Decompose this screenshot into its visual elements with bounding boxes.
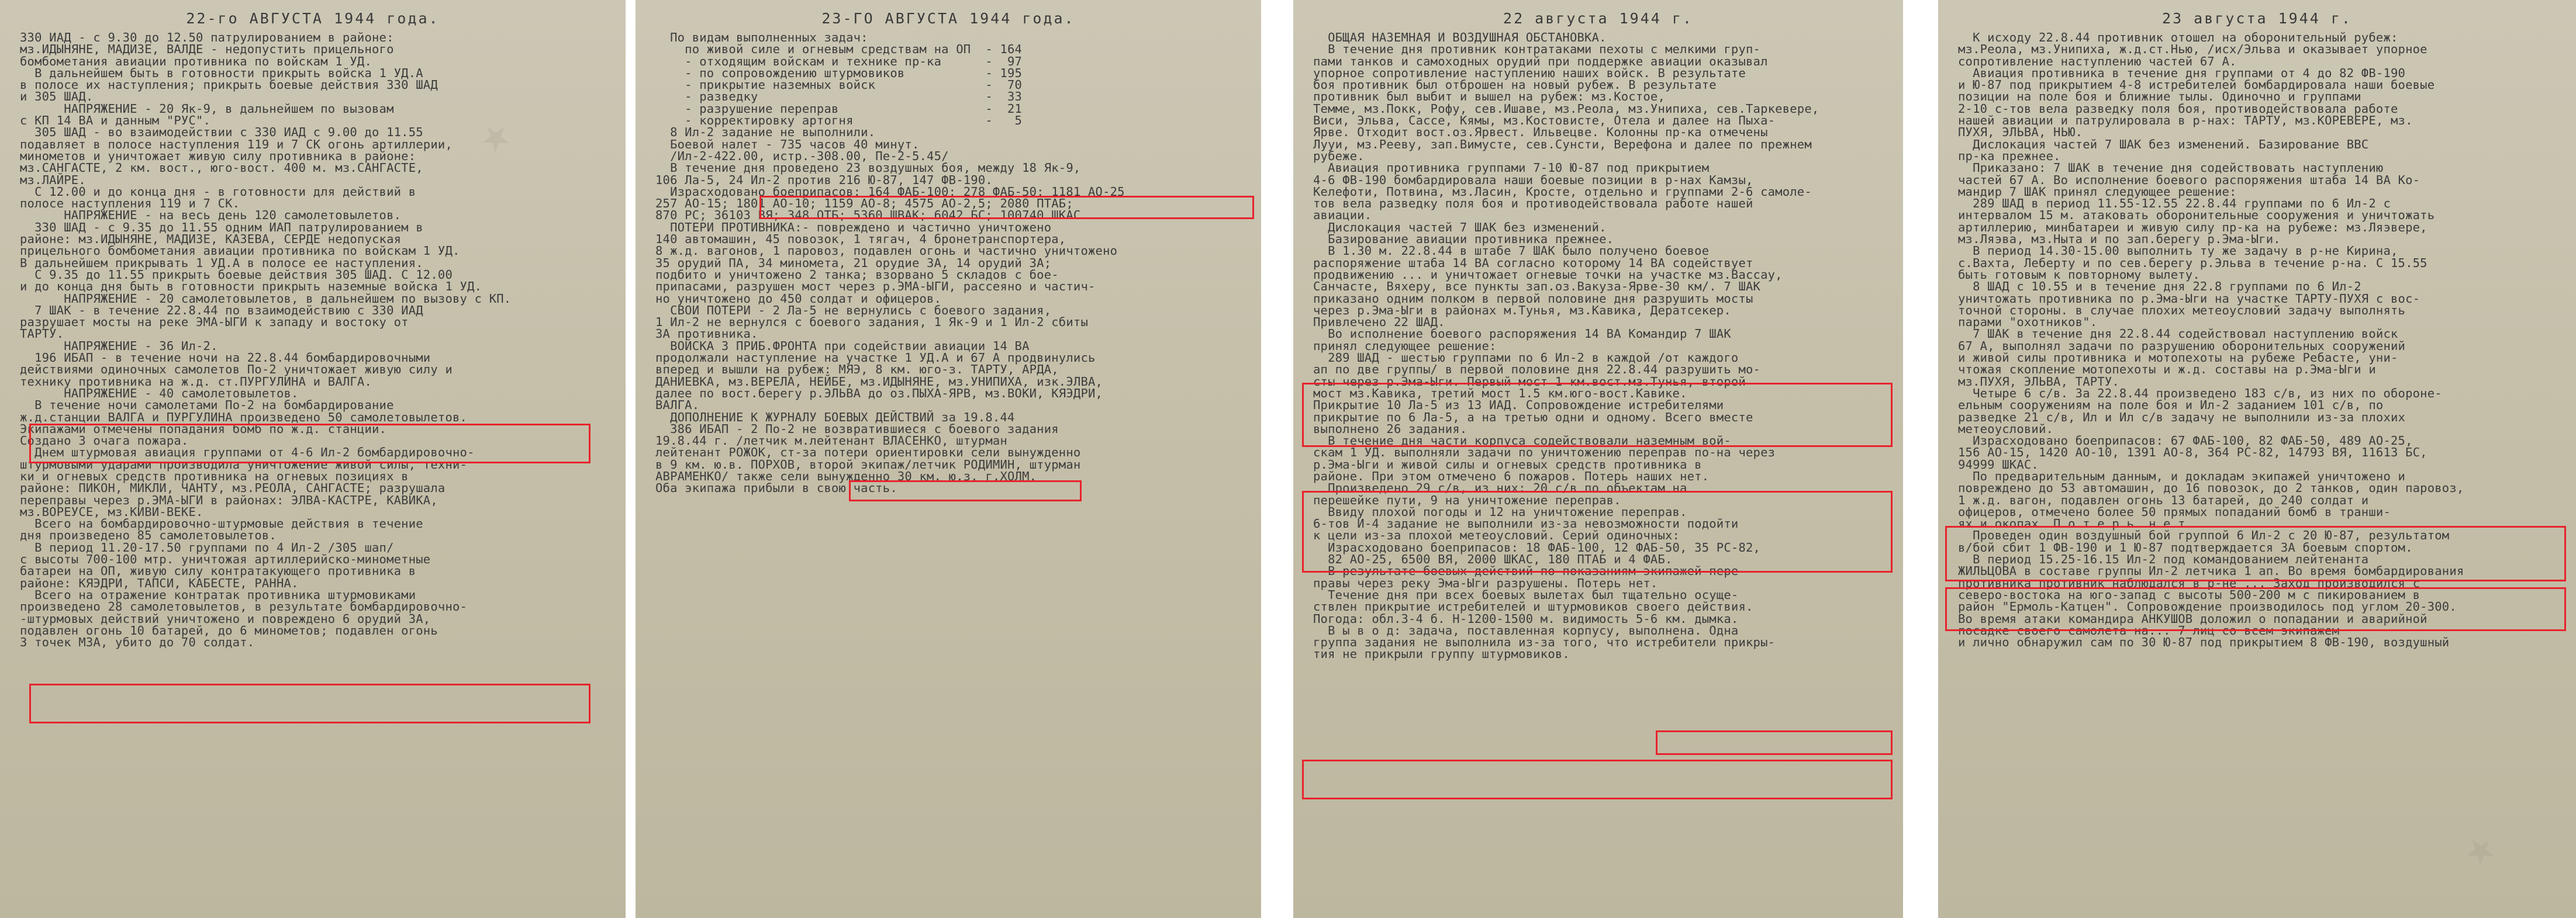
text-line: принял следующее решение:: [1313, 338, 1497, 353]
text-line: /Ил-2-422.00, истр.-308.00, Пе-2-5.45/: [655, 148, 949, 163]
text-line: мз.ВОРЕУСЕ, мз.КИВИ-ВЕКЕ.: [20, 504, 203, 519]
text-line: продвижению ... и уничтожает огневые точки на участке мз.Вассау,: [1313, 267, 1783, 282]
text-line: В дальнейшем быть в готовности прикрыть войска 1 УД.А: [20, 65, 423, 80]
text-line: мз.ПУХЯ, ЭЛЬВА, ТАРТУ.: [1958, 374, 2119, 389]
highlight-box: [1945, 526, 2566, 581]
text-line: Проведен один воздушный бой группой 6 Ил-2 с 20 Ю-87, результатом: [1958, 528, 2450, 543]
page-text: [655, 32, 1241, 494]
text-line: далее по вост.берегу р.ЭЛЬВА до оз.ПЫХА-ЯРВ, мз.ВОКИ, КЯЭДРИ,: [655, 386, 1103, 400]
text-line: 82 АО-25, 6500 ВЯ, 2000 ШКАС, 180 ПТАБ и 4 ФАБ.: [1313, 552, 1673, 567]
text-line: Авиация противника в течение дня группами от 4 до 82 ФВ-190: [1958, 65, 2406, 80]
text-line: повреждено до 53 автомашин, до 16 повозок, до 2 танков, один паровоз,: [1958, 481, 2464, 496]
text-line: уничтожать противника по р.Эма-Ыги на участке ТАРТУ-ПУХЯ с вос-: [1958, 291, 2420, 306]
text-line: 8 Ил-2 задание не выполнили.: [655, 125, 876, 140]
text-line: скам 1 УД. выполняли задачи по уничтожению переправ по-на через: [1313, 445, 1776, 460]
highlight-box: [1945, 587, 2566, 631]
text-line: -штурмовых действий уничтожено и повреждено 6 орудий ЗА,: [20, 611, 431, 626]
text-line: 7 ШАК в течение дня 22.8.44 содействовал наступлению войск: [1958, 327, 2398, 341]
text-line: сопротивление наступлению частей 67 А.: [1958, 54, 2237, 68]
text-line: В период 11.20-17.50 группами по 4 Ил-2 /305 шап/: [20, 540, 394, 555]
text-line: С 12.00 и до конца дня - в готовности для действий в: [20, 184, 416, 199]
text-line: припасами, разрушен мост через р.ЭМА-ЫГИ, рассеяно и частич-: [655, 279, 1096, 294]
text-line: Виси, Эльва, Сассе, Кямы, мз.Костовисте, Отела и далее на Пыха-: [1313, 113, 1776, 128]
text-line: мз.ИДЫНЯНЕ, МАДИЗЕ, ВАЛДЕ - недопустить прицельного: [20, 42, 394, 57]
text-line: 330 ШАД - с 9.35 до 11.55 одним ИАП патрулированием в: [20, 220, 423, 234]
highlight-box: [29, 684, 591, 723]
text-line: 196 ИБАП - в течение ночи на 22.8.44 бомбардировочными: [20, 351, 431, 365]
text-line: К исходу 22.8.44 противник отошел на оборонительный рубеж:: [1958, 30, 2398, 44]
text-line: НАПРЯЖЕНИЕ - 36 Ил-2.: [20, 338, 218, 353]
highlight-box: [1656, 730, 1893, 755]
text-line: ап по две группы/ в первой половине дня 22.8.44 разрушить мо-: [1313, 362, 1761, 377]
text-line: прицельного бомбометания авиации противника по войскам 1 УД.: [20, 244, 460, 258]
text-line: точной стороны. в случае плохих метеоусловий задачу выполнять: [1958, 303, 2406, 317]
text-line: Погода: обл.3-4 б. Н-1200-1500 м. видимость 5-6 км. дымка.: [1313, 611, 1739, 626]
text-line: и живой силы противника и мотопехоты на рубеже Ребасте, уни-: [1958, 351, 2398, 365]
text-line: 1 Ил-2 не вернулся с боевого задания, 1 Як-9 и 1 Ил-2 сбиты: [655, 315, 1088, 330]
text-line: В ы в о д: задача, поставленная корпусу, выполнена. Одна: [1313, 623, 1739, 638]
text-line: к цели из-за плохой метеоусловий. Серий одиночных:: [1313, 528, 1680, 543]
highlight-box: [1302, 383, 1893, 447]
text-line: частей 67 А. Во исполнение боевого распоряжения штаба 14 ВА Ко-: [1958, 172, 2420, 187]
text-line: Темме, мз.Покк, Рофу, сев.Ишаве, мз.Реола, мз.Унипиха, сев.Таркевере,: [1313, 101, 1819, 116]
highlight-box: [1302, 760, 1893, 799]
text-line: 4-6 ФВ-190 бомбардировала наши боевые позиции в р-нах Камзы,: [1313, 172, 1753, 187]
text-line: чтожая скопление мотопехоты и ж.д. составы на р.Эма-Ыги и: [1958, 362, 2376, 377]
text-line: ельным сооружениям на поле боя и Ил-2 заданием 101 с/в, по: [1958, 398, 2384, 413]
text-line: 330 ИАД - с 9.30 до 12.50 патрулированием в районе:: [20, 30, 394, 44]
text-line: 94999 ШКАС.: [1958, 457, 2039, 472]
text-line: подавлен огонь 10 батарей, до 6 минометов; подавлен огонь: [20, 623, 438, 638]
text-line: переправы через р.ЭМА-ЫГИ в районах: ЭЛВА-КАСТРЕ, КАВИКА,: [20, 493, 438, 507]
text-line: произведено 28 самолетовылетов, в результате бомбардировочно-: [20, 600, 468, 614]
text-line: продолжали наступление на участке 1 УД.А и 67 А продвинулись: [655, 351, 1096, 365]
text-line: Келефоти, Потвина, мз.Ласин, Кросте, отдельно и группами 2-6 самоле-: [1313, 184, 1812, 199]
text-line: мз.САНГАСТЕ, 2 км. вост., юго-вост. 400 м. мз.САНГАСТЕ,: [20, 161, 423, 175]
page-gap: [1903, 0, 1938, 918]
text-line: Авиация противника группами 7-10 Ю-87 под прикрытием: [1313, 161, 1710, 175]
text-line: технику противника на ж.д. ст.ПУРГУЛИНА и ВАЛГА.: [20, 374, 372, 389]
text-line: ях и окопах. П о т е р ь н е т.: [1958, 517, 2193, 531]
text-line: - разрушение переправ - 21: [655, 101, 1023, 116]
text-line: с высоты 700-100 мтр. уничтожая артиллерийско-минометные: [20, 552, 431, 567]
text-line: ДОПОЛНЕНИЕ К ЖУРНАЛУ БОЕВЫХ ДЕЙСТВИЙ за 19.8.44: [655, 410, 1015, 424]
text-line: - отходящим войскам и технике пр-ка - 97: [655, 54, 1023, 68]
text-line: Приказано: 7 ШАК в течение дня содействовать наступлению: [1958, 161, 2384, 175]
text-line: 2-10 с-тов вела разведку поля боя, противодействовала работе: [1958, 101, 2398, 116]
text-line: Четыре 6 с/в. За 22.8.44 произведено 183 с/в, из них по обороне-: [1958, 386, 2442, 400]
text-line: нашей авиации и патрулировала в р-нах: ТАРТУ, мз.КОРЕВЕРЕ, мз.: [1958, 113, 2413, 128]
text-line: мандир 7 ШАК принял следующее решение:: [1958, 184, 2237, 199]
text-line: - корректировку артогня - 5: [655, 113, 1023, 128]
text-line: и до конца дня быть в готовности прикрыть наземные войска 1 УД.: [20, 279, 482, 294]
text-line: ки и огневых средств противника на огневых позициях в: [20, 469, 409, 483]
text-line: авиации.: [1313, 208, 1372, 223]
text-line: пр-ка прежнее.: [1958, 148, 2061, 163]
text-line: районе: КЯЭДРИ, ТАПСИ, КАБЕСТЕ, РАННА.: [20, 576, 299, 590]
text-line: район "Ермоль-Катцен". Сопровождение производилось под углом 20-300.: [1958, 600, 2457, 614]
text-line: 35 орудий ПА, 34 миномета, 21 орудие ЗА, 14 орудий ЗА;: [655, 255, 1052, 270]
text-line: бомбометания авиации противника по войскам 1 УД.: [20, 54, 372, 68]
text-line: Дислокация частей 7 ШАК без изменений.: [1313, 220, 1607, 234]
text-line: По видам выполненных задач:: [655, 30, 868, 44]
text-line: В течение дня проведено 23 воздушных боя, между 18 Як-9,: [655, 161, 1081, 175]
text-line: - по сопровождению штурмовиков - 195: [655, 65, 1023, 80]
text-line: ВАЛГА.: [655, 398, 700, 413]
text-line: 3 точек МЗА, убито до 70 солдат.: [20, 635, 255, 650]
text-line: в 9 км. ю.в. ПОРХОВ, второй экипаж/летчик РОДИМИН, штурман: [655, 457, 1081, 472]
watermark: ★: [471, 110, 522, 164]
text-line: Привлечено 22 ШАД.: [1313, 315, 1445, 330]
document-page-2: [636, 0, 1261, 918]
text-line: ПУХЯ, ЭЛЬВА, НЬЮ.: [1958, 125, 2083, 140]
text-line: правы через реку Эма-Ыги разрушены. Потерь нет.: [1313, 576, 1658, 590]
text-line: батареи на ОП, живую силу контратакующего противника в: [20, 564, 416, 578]
text-line: Боевой налет - 735 часов 40 минут.: [655, 137, 920, 151]
text-line: Лууи, мз.Рееву, зап.Вимусте, сев.Сунсти, Верефона и далее по прежнем: [1313, 137, 1812, 151]
text-line: Течение дня при всех боевых вылетах был тщательно осуще-: [1313, 587, 1739, 602]
text-line: В период 15.25-16.15 Ил-2 под командованием лейтенанта: [1958, 552, 2369, 567]
text-line: боя противник был отброшен на новый рубеж. В результате: [1313, 78, 1717, 92]
highlight-box: [29, 424, 591, 463]
text-line: полосе наступления 119 и 7 СК.: [20, 196, 240, 211]
text-line: 8 ШАД с 10.55 и в течение дня 22.8 группами по 6 Ил-2: [1958, 279, 2361, 294]
text-line: Базирование авиации противника прежнее.: [1313, 232, 1614, 247]
watermark: ★: [2456, 823, 2507, 877]
text-line: интервалом 15 м. атаковать оборонительные сооружения и уничтожать: [1958, 208, 2435, 223]
text-line: парами "охотников".: [1958, 315, 2098, 330]
page-text: [20, 32, 606, 648]
text-line: и Ю-87 под прикрытием 4-8 истребителей бомбардировала наши боевые: [1958, 78, 2435, 92]
text-line: мз.Ляэва, мз.Ныта и по зап.берегу р.Эма-Ыги.: [1958, 232, 2281, 247]
text-line: противника противник наблюдался в р-не ... Заход производился с: [1958, 576, 2420, 590]
text-line: В дальнейшем прикрывать 1 УД.А в полосе ее наступления.: [20, 255, 423, 270]
text-line: упорное сопротивление наступлению наших войск. В результате: [1313, 65, 1746, 80]
highlight-box: [1302, 491, 1893, 573]
text-line: 156 АО-15, 1420 АО-10, 1391 АО-8, 364 РС-82, 14793 ВЯ, 11613 БС,: [1958, 445, 2427, 460]
text-line: лейтенант РОЖОК, ст-за потери ориентировки сели вынужденно: [655, 445, 1081, 460]
text-line: подавляет в полосе наступления 119 и 7 СК огонь артиллерии,: [20, 137, 453, 151]
text-line: районе: ПИКОН, МИКЛИ, ЧАНТУ, мз.РЕОЛА, САНГАСТЕ; разрушала: [20, 481, 446, 496]
text-line: АВРАМЕНКО/ также сели вынужденно 30 км. ю.з. г.ХОЛМ.: [655, 469, 1037, 483]
text-line: Ввиду плохой погоды и 12 на уничтожение переправ.: [1313, 504, 1687, 519]
text-line: Израсходовано боеприпасов: 164 ФАБ-100; 278 ФАБ-50; 1181 АО-25: [655, 184, 1125, 199]
text-line: НАПРЯЖЕНИЕ - 20 Як-9, в дальнейшем по вызовам: [20, 101, 394, 116]
text-line: Израсходовано боеприпасов: 67 ФАБ-100, 82 ФАБ-50, 489 АО-25,: [1958, 434, 2413, 448]
text-line: быть готовым к повторному вылету.: [1958, 267, 2200, 282]
text-line: ж.д.станции ВАЛГА и ПУРГУЛИНА произведено 50 самолетовылетов.: [20, 410, 468, 424]
text-line: СВОИ ПОТЕРИ - 2 Ла-5 не вернулись с боевого задания,: [655, 303, 1052, 317]
document-page-1: [0, 0, 626, 918]
text-line: 289 ШАД - шестью группами по 6 Ил-2 в каждой /от каждого: [1313, 351, 1739, 365]
text-line: В течение ночи самолетами По-2 на бомбардирование: [20, 398, 394, 413]
page-header: 22-го АВГУСТА 1944 года.: [186, 10, 440, 27]
text-line: выполнено 26 задания.: [1313, 421, 1467, 436]
text-line: и 305 ШАД.: [20, 89, 94, 104]
text-line: распоряжение штаба 14 ВА согласно которому 14 ВА содействует: [1313, 255, 1753, 270]
text-line: В течение дня противник контратаками пехоты с мелкими груп-: [1313, 42, 1761, 57]
text-line: В период 14.30-15.00 выполнить ту же задачу в р-не Кирина,: [1958, 244, 2398, 258]
text-line: 1 ж.д. вагон, подавлен огонь 13 батарей, до 240 солдат и: [1958, 493, 2369, 507]
text-line: перешейке пути, 9 на уничтожение переправ.: [1313, 493, 1621, 507]
page-gap: [1261, 0, 1293, 918]
document-page-3: [1293, 0, 1903, 918]
text-line: р.Эма-Ыги и живой силы и огневых средств противника в: [1313, 457, 1702, 472]
text-line: прикрытие по 6 Ла-5, а на третью одни и одному. Всего вместе: [1313, 410, 1753, 424]
text-line: 67 А, выполнял задачи по разрушению оборонительных сооружений: [1958, 338, 2406, 353]
text-line: мост мз.Кавика, третий мост 1.5 км.юго-вост.Кавике.: [1313, 386, 1687, 400]
text-line: Экипажами отмечены попадания бомб по ж.д. станции.: [20, 421, 387, 436]
text-line: ЖИЛЬЦОВА в составе группы Ил-2 летчика 1 ап. Во время бомбардирования: [1958, 564, 2464, 578]
text-line: Всего на отражение контратак противника штурмовиками: [20, 587, 416, 602]
text-line: 257 АО-15; 1801 АО-10; 1159 АО-8; 4575 АО-2,5; 2080 ПТАБ;: [655, 196, 1073, 211]
page-gap: [626, 0, 636, 918]
text-line: в полосе их наступления; прикрыть боевые действия 330 ШАД: [20, 78, 438, 92]
text-line: Дислокация частей 7 ШАК без изменений. Базирование ВВС: [1958, 137, 2369, 151]
text-line: ЗА противника.: [655, 327, 758, 341]
text-line: 7 ШАК - в течение 22.8.44 по взаимодействию с 330 ИАД: [20, 303, 423, 317]
text-line: с КП 14 ВА и данным "РУС".: [20, 113, 211, 128]
text-line: Оба экипажа прибыли в свою часть.: [655, 481, 897, 496]
text-line: С 9.35 до 11.55 прикрыть боевые действия 305 ШАД. С 12.00: [20, 267, 453, 282]
text-line: НАПРЯЖЕНИЕ - 20 самолетовылетов, в дальнейшем по вызову с КП.: [20, 291, 512, 306]
text-line: с.Вахта, Леберту и по сев.берегу р.Эльва в течение р-на. С 15.55: [1958, 255, 2427, 270]
text-line: мз.ЛАЙРЕ.: [20, 172, 86, 187]
text-line: офицеров, отмечено более 50 прямых попаданий бомб в транши-: [1958, 504, 2391, 519]
text-line: 305 ШАД - во взаимодействии с 330 ИАД с 9.00 до 11.55: [20, 125, 423, 140]
text-line: по живой силе и огневым средствам на ОП - 164: [655, 42, 1023, 57]
text-line: Санчасте, Вяхеру, все пункты зап.оз.Вакуза-Ярве-30 км/. 7 ШАК: [1313, 279, 1761, 294]
text-line: посадке своего самолета на... 7 лиц со всем экипажем: [1958, 623, 2340, 638]
text-line: 106 Ла-5, 24 Ил-2 против 216 Ю-87, 147 ФВ-190.: [655, 172, 993, 187]
text-line: 8 ж.д. вагонов, 1 паровоз, подавлен огонь и частично уничтожено: [655, 244, 1118, 258]
text-line: разведке 21 с/в, Ил и Ил с/в задачу не выполнили из-за плохих: [1958, 410, 2406, 424]
document-page-4: [1938, 0, 2576, 918]
text-line: - прикрытие наземных войск - 70: [655, 78, 1023, 92]
text-line: и лично обнаружил сам по 30 Ю-87 под прикрытием 8 ФВ-190, воздушный: [1958, 635, 2450, 650]
text-line: НАПРЯЖЕНИЕ - на весь день 120 самолетовылетов.: [20, 208, 402, 223]
text-line: ПОТЕРИ ПРОТИВНИКА:- повреждено и частично уничтожено: [655, 220, 1052, 234]
text-line: Днем штурмовая авиация группами от 4-6 Ил-2 бомбардировочно-: [20, 445, 475, 460]
text-line: В течение дня части корпуса содействовали наземным вой-: [1313, 434, 1731, 448]
text-line: В результате боевых действий по показаниям экипажей пере-: [1313, 564, 1746, 578]
text-line: сты через р.Эма-Ыги. Первый мост 1 км.вост.мз.Тунья, второй: [1313, 374, 1746, 389]
text-line: ствлен прикрытие истребителей и штурмовиков своего действия.: [1313, 600, 1753, 614]
text-line: 6-тов И-4 задание не выполнили из-за невозможности подойти: [1313, 517, 1739, 531]
text-line: районе: мз.ИДЫНЯНЕ, МАДИЗЕ, КАЗЕВА, СЕРДЕ недопуская: [20, 232, 402, 247]
text-line: но уничтожено до 450 солдат и офицеров.: [655, 291, 942, 306]
text-line: тия не прикрыли группу штурмовиков.: [1313, 647, 1570, 661]
text-line: группа задания не выполнила из-за того, что истребители прикры-: [1313, 635, 1776, 650]
text-line: разрушает мосты на реке ЭМА-ЫГИ к западу и востоку от: [20, 315, 409, 330]
text-line: штурмовыми ударами производила уничтожение живой силы, техни-: [20, 457, 468, 472]
text-line: рубеже.: [1313, 148, 1365, 163]
text-line: противник был выбит и вышел на рубеж: мз.Костое,: [1313, 89, 1666, 104]
text-line: Создано 3 очага пожара.: [20, 434, 189, 448]
text-line: районе. При этом отмечено 6 пожаров. Потерь наших нет.: [1313, 469, 1710, 483]
text-line: Во время атаки командира АНКУШОВ доложил о попадании и аварийной: [1958, 611, 2427, 626]
text-line: Ярве. Отходит вост.оз.Ярвест. Ильвецве. Колонны пр-ка отмечены: [1313, 125, 1768, 140]
text-line: северо-востока на юго-запад с высоты 500-200 м с пикированием в: [1958, 587, 2420, 602]
text-line: минометов и уничтожает живую силу противника в районе:: [20, 148, 416, 163]
text-line: подбито и уничтожено 2 танка; взорвано 5 складов с бое-: [655, 267, 1059, 282]
text-line: ДАНИЕВКА, мз.ВЕРЕЛА, НЕЙБЕ, мз.ИДЫНЯНЕ, мз.УНИПИХА, изк.ЭЛВА,: [655, 374, 1103, 389]
text-line: действиями одиночных самолетов По-2 уничтожает живую силу и: [20, 362, 453, 377]
text-line: ОБЩАЯ НАЗЕМНАЯ И ВОЗДУШНАЯ ОБСТАНОВКА.: [1313, 30, 1607, 44]
text-line: 386 ИБАП - 2 По-2 не возвратившиеся с боевого задания: [655, 421, 1059, 436]
text-line: НАПРЯЖЕНИЕ - 40 самолетовылетов.: [20, 386, 299, 400]
text-line: - разведку - 33: [655, 89, 1023, 104]
text-line: Произведено 29 с/в, из них: 20 с/в по объектам на: [1313, 481, 1687, 496]
text-line: По предварительным данным, и докладам экипажей уничтожено и: [1958, 469, 2406, 483]
page-header: 23-ГО АВГУСТА 1944 года.: [821, 10, 1075, 27]
page-header: 23 августа 1944 г.: [2162, 10, 2352, 27]
text-line: вперед и вышли на рубеж: МЯЭ, 8 км. юго-з. ТАРТУ, АРДА,: [655, 362, 1059, 377]
text-line: 289 ШАД в период 11.55-12.55 22.8.44 группами по 6 Ил-2 с: [1958, 196, 2391, 211]
text-line: пами танков и самоходных орудий при поддержке авиации оказывал: [1313, 54, 1768, 68]
text-line: Израсходовано боеприпасов: 18 ФАБ-100, 12 ФАБ-50, 35 РС-82,: [1313, 540, 1761, 555]
text-line: Прикрытие 10 Ла-5 из 13 ИАД. Сопровождение истребителями: [1313, 398, 1724, 413]
text-line: Всего на бомбардировочно-штурмовые действия в течение: [20, 517, 423, 531]
text-line: В 1.30 м. 22.8.44 в штабе 7 ШАК было получено боевое: [1313, 244, 1710, 258]
page-header: 22 августа 1944 г.: [1503, 10, 1693, 27]
text-line: ТАРТУ.: [20, 327, 64, 341]
text-line: в/бой сбит 1 ФВ-190 и 1 Ю-87 подтверждается ЗА боевым спортом.: [1958, 540, 2413, 555]
text-line: Во исполнение боевого распоряжения 14 ВА Командир 7 ШАК: [1313, 327, 1731, 341]
highlight-box: [849, 480, 1082, 501]
highlight-box: [759, 196, 1254, 219]
text-line: позиции на поле боя и ближние тылы. Одиночно и группами: [1958, 89, 2361, 104]
text-line: тов вела разведку поля боя и противодействовала работе нашей: [1313, 196, 1753, 211]
text-line: приказано одним полком в первой половине дня разрушить мосты: [1313, 291, 1753, 306]
text-line: 19.8.44 г. /летчик м.лейтенант ВЛАСЕНКО, штурман: [655, 434, 1008, 448]
text-line: через р.Эма-Ыги в районах м.Тунья, мз.Кавика, Дератсекер.: [1313, 303, 1731, 317]
text-line: 140 автомашин, 45 повозок, 1 тягач, 4 бронетранспортера,: [655, 232, 1066, 247]
text-line: метеоусловий.: [1958, 421, 2054, 436]
text-line: дня произведено 85 самолетовылетов.: [20, 528, 277, 543]
text-line: артиллерию, минбатареи и живую силу пр-ка на рубеже: мз.Ляэвере,: [1958, 220, 2427, 234]
text-line: 870 РС; 36103 ВЯ; 348 ОТБ; 5360 ШВАК; 6042 БС; 100740 ШКАС.: [655, 208, 1088, 223]
text-line: ВОЙСКА 3 ПРИБ.ФРОНТА при содействии авиации 14 ВА: [655, 338, 1030, 353]
text-line: мз.Реола, мз.Унипиха, ж.д.ст.Нью, /исх/Эльва и оказывает упорное: [1958, 42, 2427, 57]
